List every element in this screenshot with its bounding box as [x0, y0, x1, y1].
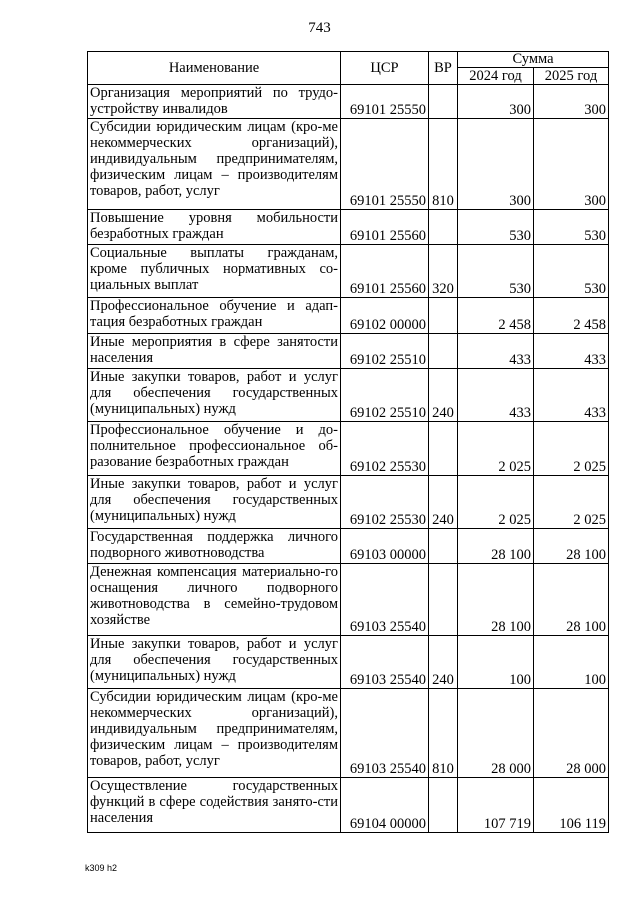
table-row: [88, 298, 609, 334]
page-number: 743: [308, 20, 331, 36]
row-sum-2024: 433: [458, 334, 534, 369]
row-sum-2025: 28 100: [534, 564, 609, 636]
row-sum-2024: 28 100: [458, 529, 534, 564]
table-row: [88, 778, 609, 833]
header-vr: ВР: [429, 52, 458, 85]
row-csr: 69104 00000: [341, 778, 429, 833]
row-csr: 69103 00000: [341, 529, 429, 564]
row-sum-2025: 433: [534, 369, 609, 422]
row-sum-2024: 107 719: [458, 778, 534, 833]
row-vr: [429, 422, 458, 476]
row-name: Социальные выплаты гражданам, кроме публичных нормативных со-циальных выплат: [88, 245, 341, 298]
row-name: Иные мероприятия в сфере занятости населения: [88, 334, 341, 369]
footer-code: k309 h2: [85, 863, 118, 873]
row-name: Повышение уровня мобильности безработных граждан: [88, 210, 341, 245]
row-sum-2024: 2 458: [458, 298, 534, 334]
row-sum-2025: 2 025: [534, 476, 609, 529]
row-vr: [429, 210, 458, 245]
row-sum-2024: 300: [458, 119, 534, 210]
table-row: [88, 529, 609, 564]
row-csr: 69101 25560: [341, 245, 429, 298]
row-name: Организация мероприятий по трудо-устройству инвалидов: [88, 85, 341, 119]
row-vr: [429, 529, 458, 564]
row-csr: 69102 25530: [341, 422, 429, 476]
row-sum-2024: 28 100: [458, 564, 534, 636]
row-sum-2025: 530: [534, 210, 609, 245]
row-name: Иные закупки товаров, работ и услуг для обеспечения государственных (муниципальных) нужд: [88, 636, 341, 689]
row-vr: [429, 298, 458, 334]
row-sum-2025: 2 458: [534, 298, 609, 334]
row-vr: 240: [429, 369, 458, 422]
header-sum: Сумма: [458, 52, 609, 68]
row-name: Осуществление государственных функций в сфере содействия занято-сти населения: [88, 778, 341, 833]
row-sum-2024: 100: [458, 636, 534, 689]
table-header: [88, 52, 609, 85]
row-sum-2025: 100: [534, 636, 609, 689]
row-sum-2025: 300: [534, 119, 609, 210]
table-row: [88, 636, 609, 689]
row-name: Субсидии юридическим лицам (кро-ме некоммерческих организаций), индивидуальным предпринимателям, физическим лицам – производителям товаров, работ, услуг: [88, 119, 341, 210]
row-sum-2025: 433: [534, 334, 609, 369]
header-year-2025: 2025 год: [534, 68, 609, 85]
row-sum-2024: 2 025: [458, 422, 534, 476]
row-sum-2025: 28 100: [534, 529, 609, 564]
row-name: Профессиональное обучение и адап-тация безработных граждан: [88, 298, 341, 334]
row-name: Иные закупки товаров, работ и услуг для обеспечения государственных (муниципальных) нужд: [88, 369, 341, 422]
row-csr: 69103 25540: [341, 564, 429, 636]
row-sum-2024: 28 000: [458, 689, 534, 778]
row-csr: 69102 25510: [341, 369, 429, 422]
table-row: [88, 210, 609, 245]
row-vr: [429, 334, 458, 369]
row-csr: 69101 25560: [341, 210, 429, 245]
table-row: [88, 422, 609, 476]
row-name: Иные закупки товаров, работ и услуг для обеспечения государственных (муниципальных) нужд: [88, 476, 341, 529]
row-csr: 69103 25540: [341, 636, 429, 689]
row-csr: 69103 25540: [341, 689, 429, 778]
row-sum-2024: 433: [458, 369, 534, 422]
row-sum-2024: 530: [458, 245, 534, 298]
row-vr: 240: [429, 476, 458, 529]
row-csr: 69101 25550: [341, 85, 429, 119]
row-sum-2024: 530: [458, 210, 534, 245]
row-name: Денежная компенсация материально-го оснащения личного подворного животноводства в семейно-трудовом хозяйстве: [88, 564, 341, 636]
header-year-2024: 2024 год: [458, 68, 534, 85]
table-row: [88, 334, 609, 369]
table-row: [88, 85, 609, 119]
row-sum-2025: 300: [534, 85, 609, 119]
header-csr: ЦСР: [341, 52, 429, 85]
row-sum-2024: 2 025: [458, 476, 534, 529]
table-row: [88, 689, 609, 778]
row-vr: [429, 564, 458, 636]
row-sum-2025: 530: [534, 245, 609, 298]
row-csr: 69101 25550: [341, 119, 429, 210]
row-csr: 69102 25530: [341, 476, 429, 529]
row-csr: 69102 00000: [341, 298, 429, 334]
row-vr: [429, 778, 458, 833]
row-sum-2025: 28 000: [534, 689, 609, 778]
row-name: Профессиональное обучение и до-полнительное профессиональное об-разование безработных граждан: [88, 422, 341, 476]
row-sum-2025: 2 025: [534, 422, 609, 476]
row-vr: 240: [429, 636, 458, 689]
table-row: [88, 476, 609, 529]
table-row: [88, 369, 609, 422]
row-csr: 69102 25510: [341, 334, 429, 369]
row-vr: [429, 85, 458, 119]
row-vr: 320: [429, 245, 458, 298]
header-name: Наименование: [88, 52, 341, 85]
table-row: [88, 564, 609, 636]
row-vr: 810: [429, 689, 458, 778]
table-row: [88, 245, 609, 298]
row-name: Субсидии юридическим лицам (кро-ме некоммерческих организаций), индивидуальным предпринимателям, физическим лицам – производителям товаров, работ, услуг: [88, 689, 341, 778]
row-sum-2025: 106 119: [534, 778, 609, 833]
row-vr: 810: [429, 119, 458, 210]
row-name: Государственная поддержка личного подворного животноводства: [88, 529, 341, 564]
budget-table: [87, 51, 609, 833]
row-sum-2024: 300: [458, 85, 534, 119]
table-row: [88, 119, 609, 210]
